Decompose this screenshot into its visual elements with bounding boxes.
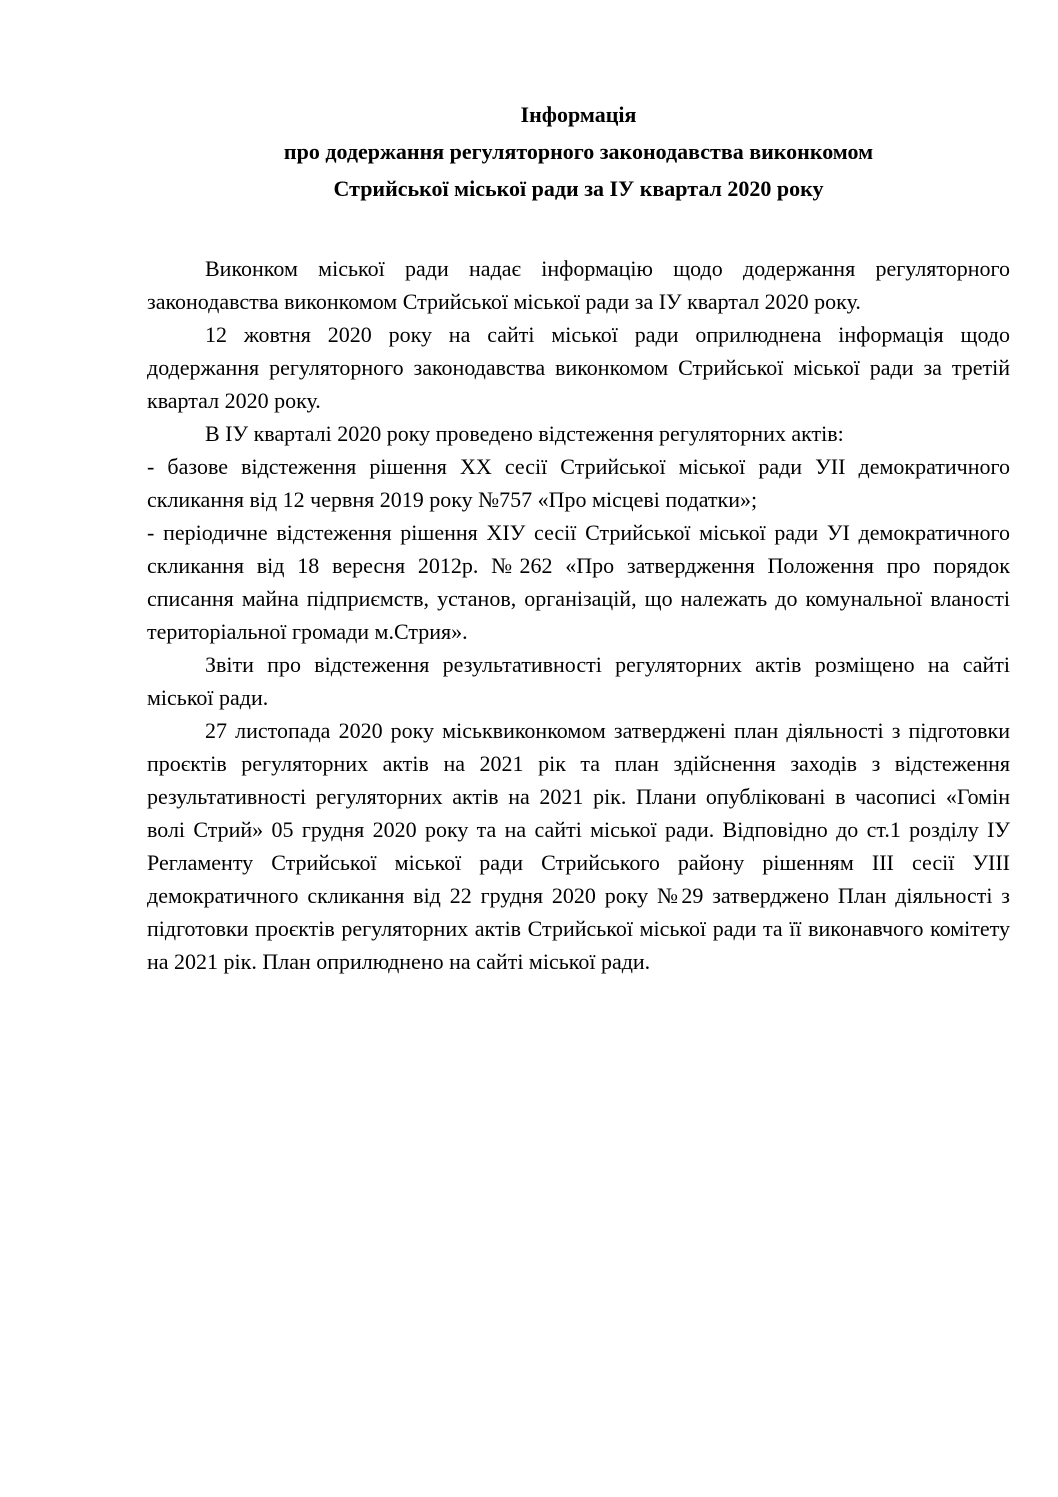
paragraph-intro: Виконком міської ради надає інформацію щодо додержання регуляторного законодавства виконкомом Стрийської міської ради за ІУ квартал 2020 року. bbox=[147, 256, 1010, 314]
document-body bbox=[147, 252, 1010, 978]
paragraph-bullet-base-tracking: - базове відстеження рішення ХХ сесії Стрийської міської ради УІІ демократичного скликання від 12 червня 2019 року №757 «Про місцеві податки»; bbox=[147, 454, 1010, 512]
paragraph-plans-2021: 27 листопада 2020 року міськвиконкомом затверджені план діяльності з підготовки проєктів регуляторних актів на 2021 рік та план здійснення заходів з відстеження результативності регуляторних актів на 2021 рік. Плани опубліковані в часописі «Гомін волі Стрий» 05 грудня 2020 року та на сайті міської ради. Відповідно до ст.1 розділу ІУ Регламенту Стрийської міської ради Стрийського району рішенням ІІІ сесії УІІІ демократичного скликання від 22 грудня 2020 року №29 затверджено План діяльності з підготовки проєктів регуляторних актів Стрийської міської ради та її виконавчого комітету на 2021 рік. План оприлюднено на сайті міської ради. bbox=[147, 718, 1010, 974]
title-line-2: про додержання регуляторного законодавства виконкомом bbox=[283, 139, 874, 164]
document-title bbox=[147, 96, 1010, 207]
paragraph-bullet-periodic-tracking: - періодичне відстеження рішення ХІУ сесії Стрийської міської ради УІ демократичного скликання від 18 вересня 2012р. №262 «Про затвердження Положення про порядок списання майна підприємств, установ, організацій, що належать до комунальної вланості територіальної громади м.Стрия». bbox=[147, 520, 1010, 644]
paragraph-october-publication: 12 жовтня 2020 року на сайті міської ради оприлюднена інформація щодо додержання регуляторного законодавства виконкомом Стрийської міської ради за третій квартал 2020 року. bbox=[147, 322, 1010, 413]
paragraph-q4-tracking-lead: В ІУ кварталі 2020 року проведено відстеження регуляторних актів: bbox=[205, 421, 844, 446]
title-line-1: Інформація bbox=[520, 102, 637, 127]
title-line-3: Стрийської міської ради за ІУ квартал 2020 року bbox=[333, 176, 824, 201]
paragraph-reports-posted: Звіти про відстеження результативності регуляторних актів розміщено на сайті міської ради. bbox=[147, 652, 1010, 710]
